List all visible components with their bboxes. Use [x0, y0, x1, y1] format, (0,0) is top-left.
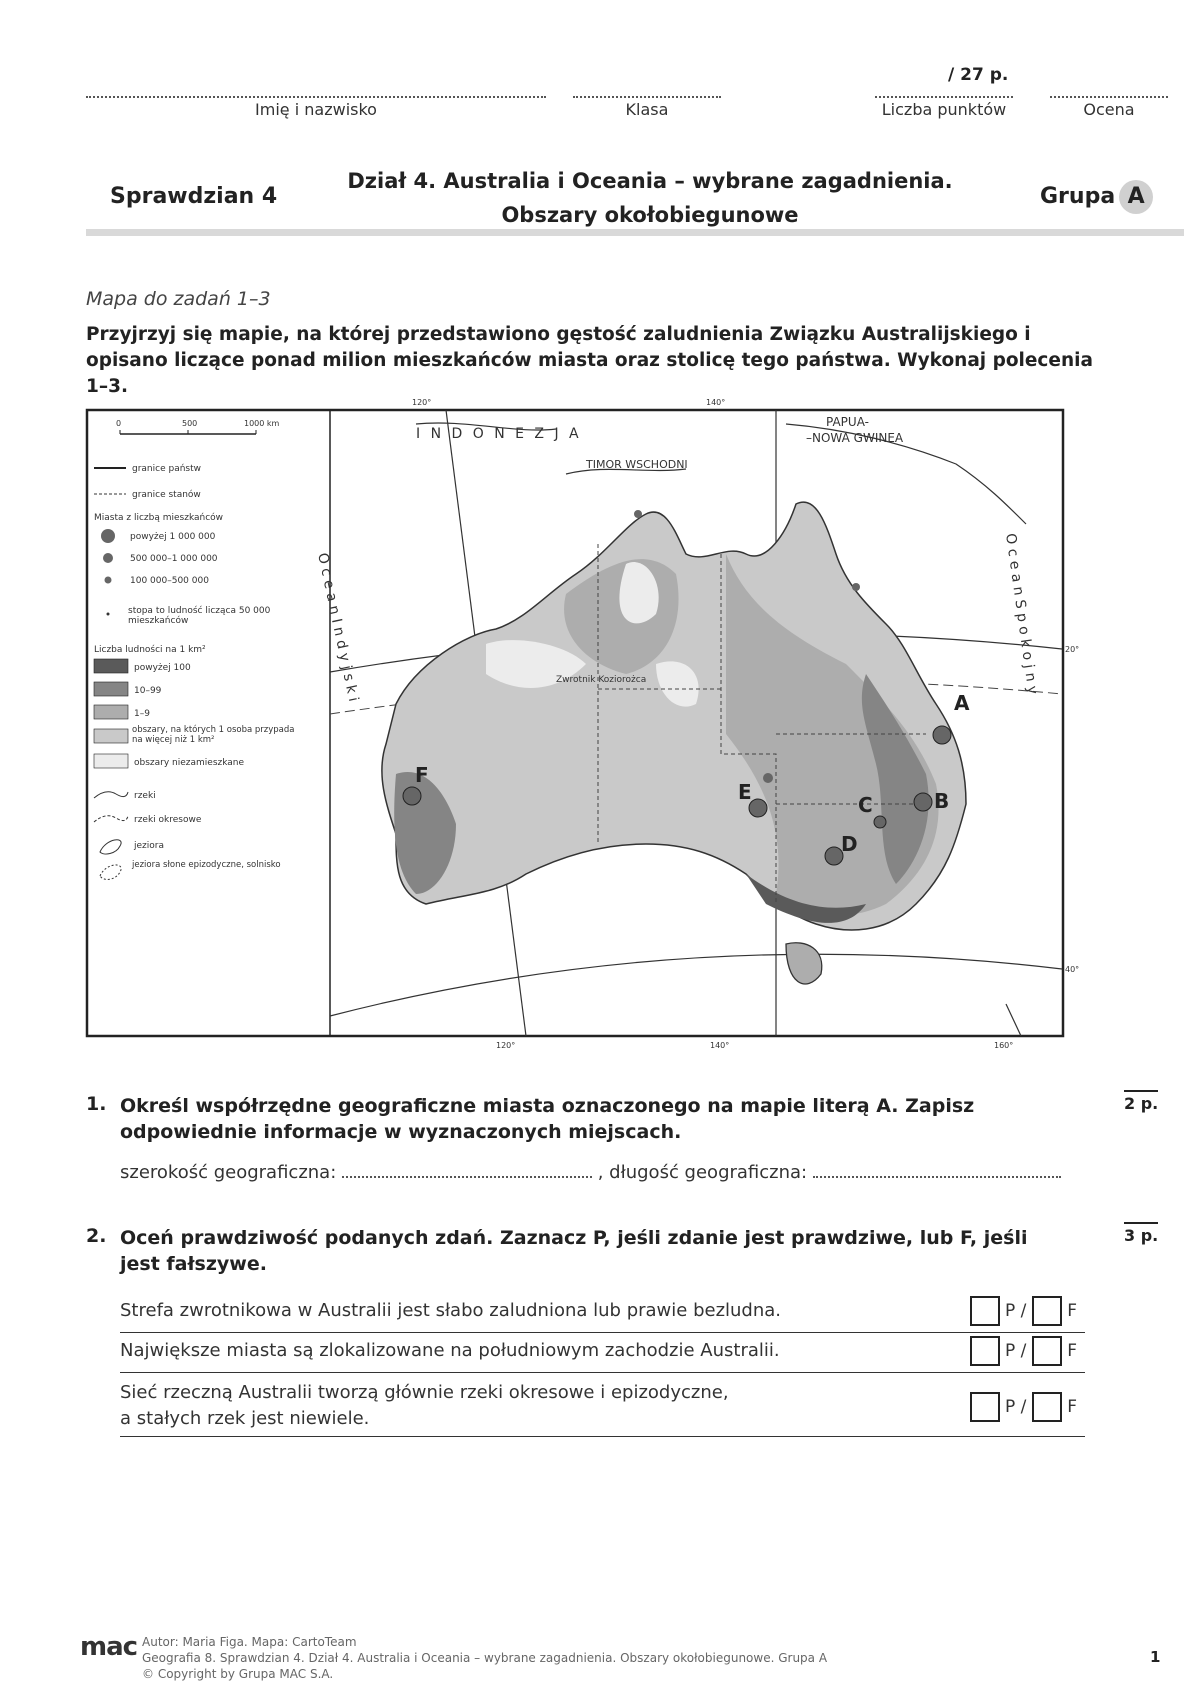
legend-cities-title: Miasta z liczbą mieszkańców	[94, 513, 224, 523]
points-field-label: Liczba punktów	[881, 100, 1007, 119]
legend-lakes: jeziora	[134, 841, 164, 851]
scale-1000: 1000 km	[244, 419, 280, 428]
class-field-label: Klasa	[625, 100, 669, 119]
statement-1-false-label: F	[1067, 1301, 1077, 1321]
statement-1-true-checkbox[interactable]	[970, 1296, 1000, 1326]
legend-city-dots: stopa to ludność licząca 50 000 mieszkańców	[128, 606, 271, 626]
statement-1-text: Strefa zwrotnikowa w Australii jest słabo zaludniona lub prawie bezludna.	[120, 1300, 782, 1321]
footer-line3: © Copyright by Grupa MAC S.A.	[142, 1667, 334, 1681]
name-field-line[interactable]	[86, 96, 546, 98]
statement-2-true-label: P /	[1005, 1341, 1027, 1361]
label-pacific-ocean: O c e a n S p o k o j n y	[1002, 532, 1041, 696]
longitude-label: , długość geograficzna:	[597, 1162, 808, 1183]
legend-borders-country: granice państw	[132, 464, 201, 474]
legend-rivers: rzeki	[134, 791, 156, 801]
statement-2-text: Największe miasta są zlokalizowane na południowym zachodzie Australii.	[120, 1340, 780, 1361]
section-title-line2: Obszary okołobiegunowe	[501, 203, 799, 227]
task1-text: Określ współrzędne geograficzne miasta oznaczonego na mapie literą A. Zapisz odpowiednie informacje w wyznaczonych miejscach.	[120, 1095, 975, 1143]
statement-3-line1: Sieć rzeczną Australii tworzą głównie rzeki okresowe i epizodyczne,	[120, 1382, 729, 1403]
statement-row-2	[120, 1332, 1085, 1373]
footer-line2: Geografia 8. Sprawdzian 4. Dział 4. Australia i Oceania – wybrane zagadnienia. Obszary okołobiegunowe. Grupa A	[142, 1651, 828, 1665]
group-letter: A	[1119, 180, 1153, 214]
statement-3-true-label: P /	[1005, 1397, 1027, 1417]
grid-lat-40: 40°	[1065, 965, 1080, 974]
statement-3-true-checkbox[interactable]	[970, 1392, 1000, 1422]
legend-city-medium: 500 000–1 000 000	[130, 554, 218, 564]
grade-field-line[interactable]	[1050, 96, 1168, 98]
grid-lon-160-bottom: 160°	[994, 1041, 1014, 1050]
legend-density-title: Liczba ludności na 1 km²	[94, 645, 206, 655]
statement-3-false-label: F	[1067, 1397, 1077, 1417]
legend-rivers-periodic: rzeki okresowe	[134, 815, 202, 825]
points-total: / 27 p.	[948, 65, 1009, 85]
footer-line1: Autor: Maria Figa. Mapa: CartoTeam	[142, 1635, 357, 1649]
task1-number: 1.	[86, 1093, 107, 1115]
map-point-d: D	[841, 832, 858, 856]
latitude-label: szerokość geograficzna:	[120, 1162, 337, 1183]
footer-credits	[142, 1634, 1042, 1682]
legend-city-large: powyżej 1 000 000	[130, 532, 216, 542]
statement-3-text	[120, 1380, 729, 1432]
legend-salt-lakes: jeziora słone epizodyczne, solnisko	[132, 860, 281, 870]
grade-field-label: Ocena	[1083, 100, 1135, 119]
label-indonesia: I N D O N E Z J A	[416, 426, 582, 442]
legend-density-1: powyżej 100	[134, 663, 191, 673]
group-label: Grupa	[1040, 184, 1116, 209]
statement-3-answer	[970, 1392, 1077, 1422]
label-timor: TIMOR WSCHODNI	[586, 458, 688, 471]
map-point-f: F	[415, 763, 429, 787]
statement-2-answer	[970, 1336, 1077, 1366]
page-number: 1	[1150, 1648, 1161, 1666]
legend-density-4: obszary, na których 1 osoba przypada na więcej niż 1 km²	[132, 725, 295, 745]
map-point-e: E	[738, 780, 752, 804]
map-point-c: C	[858, 793, 873, 817]
latitude-field[interactable]	[342, 1160, 592, 1178]
grid-lon-140-top: 140°	[706, 398, 726, 407]
scale-500: 500	[182, 419, 198, 428]
task2-number: 2.	[86, 1225, 107, 1247]
population-density-map	[86, 398, 1086, 1050]
grid-lon-120-top: 120°	[412, 398, 432, 407]
task1-points: 2 p.	[1124, 1090, 1158, 1113]
grid-lat-20: 20°	[1065, 645, 1080, 654]
map-point-b: B	[934, 789, 950, 813]
longitude-field[interactable]	[813, 1160, 1061, 1178]
class-field-line[interactable]	[573, 96, 721, 98]
legend-city-small: 100 000–500 000	[130, 576, 209, 586]
task1-answer-row	[120, 1160, 1080, 1183]
statement-1-true-label: P /	[1005, 1301, 1027, 1321]
statement-1-false-checkbox[interactable]	[1032, 1296, 1062, 1326]
statement-2-false-label: F	[1067, 1341, 1077, 1361]
label-papua-2: –NOWA GWINEA	[806, 431, 904, 445]
label-tropic: Zwrotnik Koziorożca	[556, 675, 647, 685]
grid-lon-140-bottom: 140°	[710, 1041, 730, 1050]
scale-0: 0	[116, 419, 122, 428]
statement-row-3	[120, 1372, 1085, 1437]
label-papua: PAPUA-	[826, 415, 869, 429]
group-indicator	[1040, 180, 1153, 214]
statement-2-true-checkbox[interactable]	[970, 1336, 1000, 1366]
section-title	[300, 164, 1000, 232]
statement-row-1	[120, 1292, 1085, 1333]
label-indian-ocean: O c e a n I n d y j s k i	[314, 551, 362, 704]
name-field-label: Imię i nazwisko	[255, 100, 377, 119]
map-instruction: Przyjrzyj się mapie, na której przedstawiono gęstość zaludnienia Związku Australijskiego i opisano liczące ponad milion mieszkańców miasta oraz stolicę tego państwa. Wykonaj polecenia 1–3.	[86, 324, 1093, 397]
section-title-line1: Dział 4. Australia i Oceania – wybrane zagadnienia.	[347, 169, 953, 193]
statement-2-false-checkbox[interactable]	[1032, 1336, 1062, 1366]
map-point-a: A	[954, 691, 970, 715]
header-divider	[86, 229, 1184, 236]
task2-points: 3 p.	[1124, 1222, 1158, 1245]
points-field-line[interactable]	[875, 96, 1013, 98]
grid-lon-120-bottom: 120°	[496, 1041, 516, 1050]
test-label: Sprawdzian 4	[110, 184, 278, 209]
statement-3-line2: a stałych rzek jest niewiele.	[120, 1408, 370, 1429]
task2-text: Oceń prawdziwość podanych zdań. Zaznacz P, jeśli zdanie jest prawdziwe, lub F, jeśli jest fałszywe.	[120, 1227, 1028, 1275]
legend-density-3: 1–9	[134, 709, 150, 719]
legend-density-5: obszary niezamieszkane	[134, 758, 245, 768]
map-caption: Mapa do zadań 1–3	[86, 288, 271, 310]
statement-3-false-checkbox[interactable]	[1032, 1392, 1062, 1422]
statement-1-answer	[970, 1296, 1077, 1326]
legend-density-2: 10–99	[134, 686, 162, 696]
legend-borders-state: granice stanów	[132, 490, 201, 500]
publisher-logo: mac	[80, 1632, 138, 1662]
